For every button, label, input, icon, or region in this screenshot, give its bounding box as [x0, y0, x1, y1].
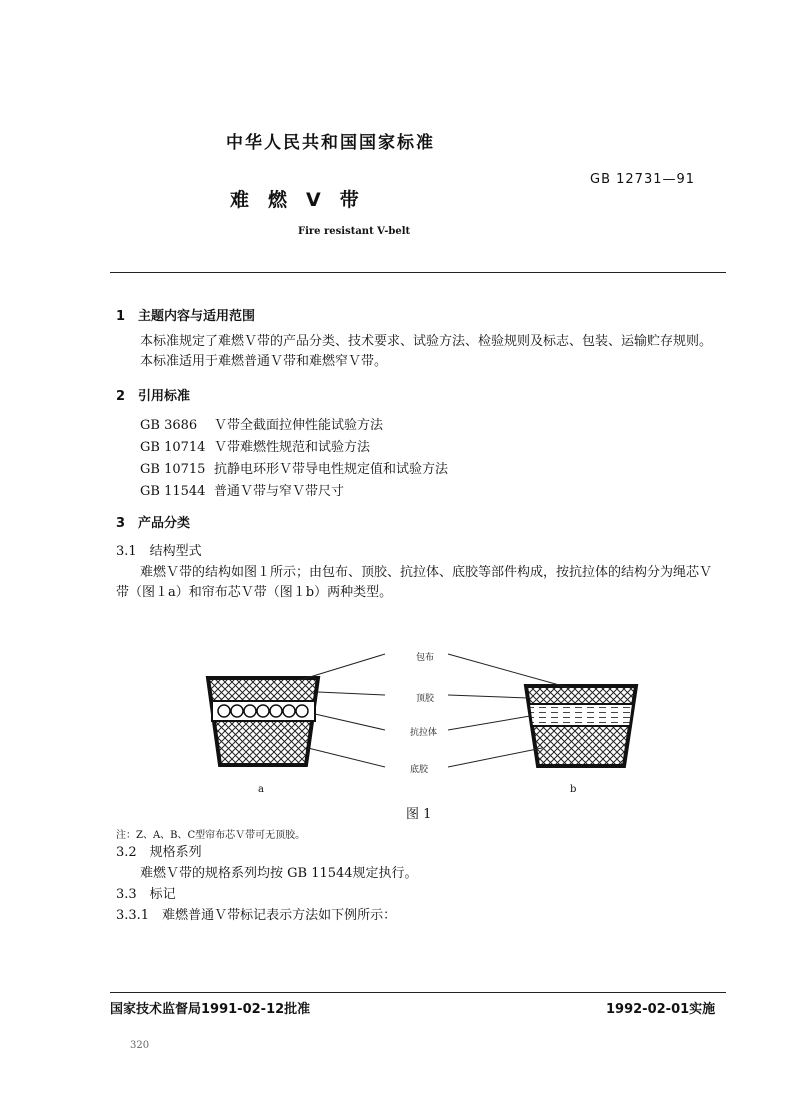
implementation-date: 1992-02-01实施	[606, 1002, 716, 1017]
section-3-3-1-text: 3.3.1 难燃普通Ｖ带标记表示方法如下例所示：	[116, 908, 397, 923]
figure-caption: 图 1	[406, 807, 432, 822]
section-1-heading: 1 主题内容与适用范围	[116, 309, 256, 324]
approval-date: 国家技术监督局1991-02-12批准	[110, 1002, 311, 1017]
subfigure-a-label: a	[258, 784, 264, 795]
section-2-heading: 2 引用标准	[116, 389, 191, 404]
label-wrapping-fabric: 包布	[416, 653, 435, 663]
reference-item: GB 10714 Ｖ带难燃性规范和试验方法	[140, 440, 371, 455]
reference-item: GB 10715 抗静电环形Ｖ带导电性规定值和试验方法	[140, 462, 449, 477]
english-title: Fire resistant V-belt	[298, 226, 411, 237]
belt-a-cross-section	[208, 678, 318, 765]
section-1-paragraph-2: 本标准适用于难燃普通Ｖ带和难燃窄Ｖ带。	[140, 354, 388, 369]
section-1-paragraph-1: 本标准规定了难燃Ｖ带的产品分类、技术要求、试验方法、检验规则及标志、包装、运输贮存规则。	[140, 334, 713, 349]
standard-category: 中华人民共和国国家标准	[226, 133, 435, 153]
reference-item: GB 11544 普通Ｖ带与窄Ｖ带尺寸	[140, 484, 345, 499]
page-number: 320	[130, 1040, 150, 1051]
section-3-1-line-2: 带（图１a）和帘布芯Ｖ带（图１b）两种类型。	[116, 585, 393, 600]
label-bottom-rubber: 底胶	[410, 765, 429, 775]
label-tensile-member: 抗拉体	[410, 728, 438, 738]
header-rule	[110, 272, 726, 273]
footer-rule	[110, 992, 726, 993]
section-3-3-heading: 3.3 标记	[116, 887, 176, 902]
section-3-1-heading: 3.1 结构型式	[116, 544, 202, 559]
subfigure-b-label: b	[570, 784, 577, 795]
reference-list	[140, 414, 448, 502]
label-top-rubber: 顶胶	[416, 694, 435, 704]
document-title: 难 燃 V 带	[230, 189, 359, 211]
section-3-2-paragraph: 难燃Ｖ带的规格系列均按 GB 11544规定执行。	[140, 866, 418, 881]
section-3-2-heading: 3.2 规格系列	[116, 845, 202, 860]
reference-item: GB 3686 Ｖ带全截面拉伸性能试验方法	[140, 418, 384, 433]
section-3-heading: 3 产品分类	[116, 516, 191, 531]
section-3-1-line-1: 难燃Ｖ带的结构如图１所示；由包布、顶胶、抗拉体、底胶等部件构成，按抗拉体的结构分为绳芯Ｖ	[140, 565, 713, 580]
figure-note: 注：Z、A、B、C型帘布芯Ｖ带可无顶胶。	[116, 830, 306, 841]
belt-b-cross-section	[526, 686, 636, 766]
standard-code: GB 12731—91	[590, 172, 696, 187]
